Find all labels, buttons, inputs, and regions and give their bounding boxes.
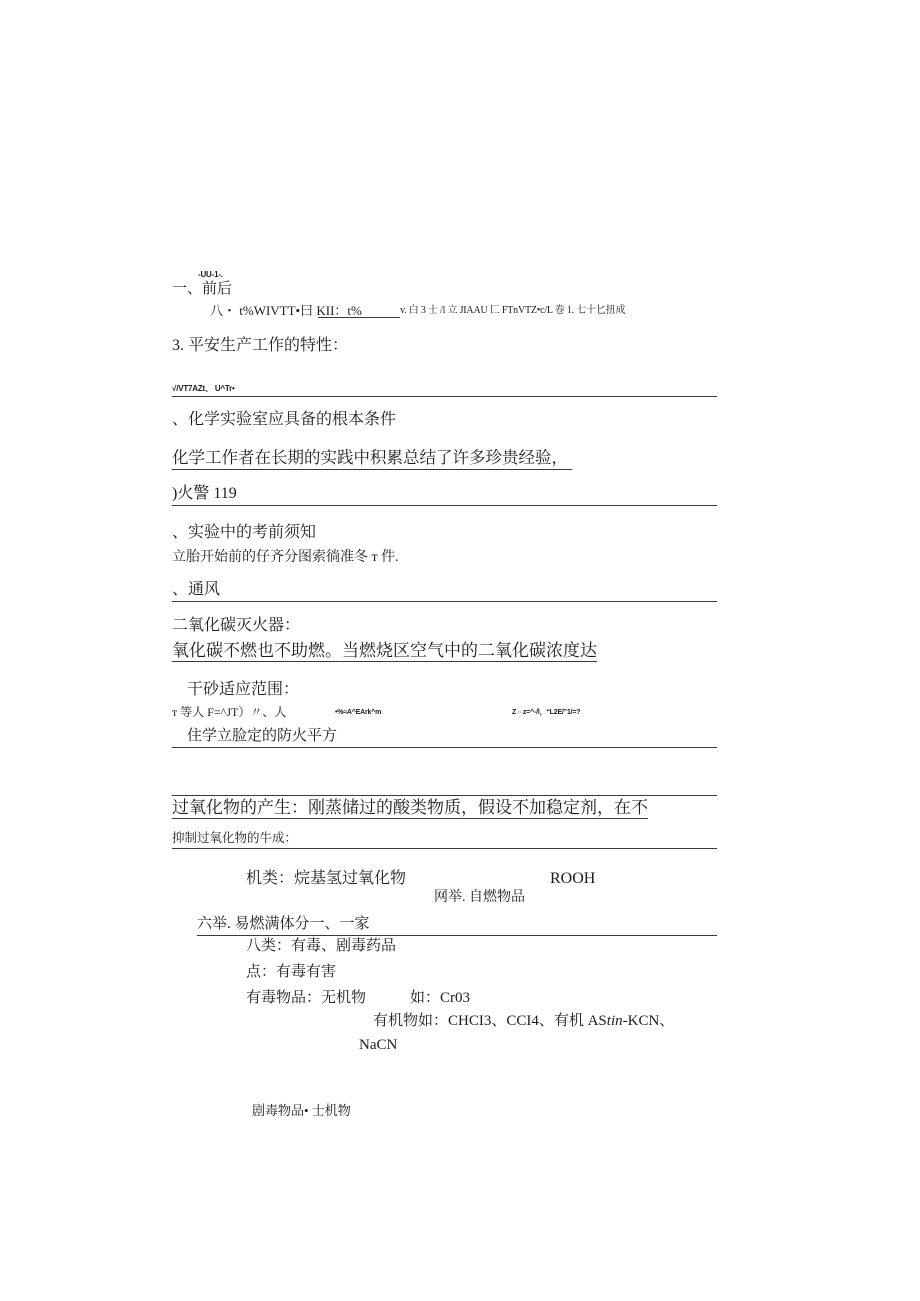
sentence-underline bbox=[172, 661, 597, 662]
section-heading-qianhou: 一、前后 bbox=[172, 281, 233, 297]
toxic-organic-line bbox=[373, 1014, 674, 1029]
co2-sentence: 氧化碳不燃也不助燃。当燃烧区空气中的二氧化碳浓度达 bbox=[172, 641, 597, 660]
page-mark: -UU-1-. bbox=[198, 270, 223, 279]
toxic-organic-continuation: NaCN bbox=[359, 1037, 398, 1053]
peroxide-sentence: 过氧化物的产生：刚蒸储过的酸类物质，假设不加稳定剂，在不 bbox=[172, 798, 648, 817]
section-heading-safety: 3. 平安生产工作的特性： bbox=[172, 337, 349, 354]
peroxide-class-label: 机类：烷基氢过氧化物 bbox=[246, 870, 407, 887]
garbled-line-left: 八・ t%WIVTT•曰 KII：t% bbox=[210, 303, 362, 318]
section-heading-co2-extinguisher: 二氧化碳灭火器： bbox=[172, 617, 301, 634]
horizontal-rule bbox=[172, 795, 717, 796]
toxic-organic-prefix: 有机物如：CHCI3、CCI4、有机 AS bbox=[373, 1013, 607, 1029]
self-ignition-line: 网举. 自燃物品 bbox=[434, 890, 525, 905]
section-heading-toxic: 八类：有毒、剧毒药品 bbox=[246, 938, 397, 954]
garbled-dry-sand-3: Z⇔z=^-/l，“L2E/”1/=? bbox=[512, 709, 581, 716]
horizontal-rule bbox=[172, 505, 717, 506]
horizontal-rule bbox=[172, 396, 717, 397]
section-heading-lab-conditions: 、化学实验室应具备的根本条件 bbox=[172, 411, 397, 428]
toxic-organic-suffix: -KCN、 bbox=[622, 1013, 675, 1029]
experience-sentence: 化学工作者在长期的实践中积累总结了许多珍贵经验， bbox=[172, 448, 568, 467]
garbled-dry-sand-1: т 等人 F=^JT）〃、人 bbox=[172, 705, 287, 719]
section-heading-ventilation: 、通风 bbox=[172, 581, 221, 598]
horizontal-rule bbox=[172, 848, 717, 849]
peroxide-formula: ROOH bbox=[550, 870, 596, 887]
sentence-underline bbox=[172, 469, 572, 470]
horizontal-rule bbox=[172, 747, 717, 748]
section-heading-flammable: 六举. 易燃满体分一、一家 bbox=[197, 916, 370, 932]
toxic-point: 点：有毒有害 bbox=[246, 964, 337, 980]
peroxide-inhibit-line: 抑制过氧化物的牛成： bbox=[172, 831, 298, 845]
underline-gap bbox=[318, 317, 400, 318]
section-heading-dry-sand: 干砂适应范围： bbox=[187, 681, 300, 698]
toxic-inorganic-label: 有毒物品：无机物 bbox=[246, 990, 367, 1006]
garbled-line-right: v. 白 3 士 /l 立 JIAAU 匚 FTnVTZ•c/L 卷 1. 七十匕扭成 bbox=[400, 305, 626, 316]
sentence-underline bbox=[172, 818, 648, 819]
section-heading-precautions: 、实验中的考前须知 bbox=[172, 524, 317, 541]
garbled-safety-line: √/VT7AZt、 U^Tr• bbox=[172, 384, 235, 393]
highly-toxic-line: 剧毒物品• 士机物 bbox=[252, 1103, 351, 1118]
horizontal-rule bbox=[172, 601, 717, 602]
horizontal-rule bbox=[197, 935, 717, 936]
fire-alarm-number: )火警 119 bbox=[172, 485, 237, 502]
dry-sand-line: 住学立脸定的防火平方 bbox=[187, 728, 338, 744]
garbled-dry-sand-2: •%≈A^EArk^m bbox=[335, 709, 382, 716]
toxic-organic-italic: tin bbox=[606, 1013, 623, 1029]
toxic-inorganic-example: 如：Cr03 bbox=[410, 990, 471, 1006]
precautions-sentence: 立胎开始前的仔齐分图索徜准冬 т 件. bbox=[172, 550, 399, 565]
